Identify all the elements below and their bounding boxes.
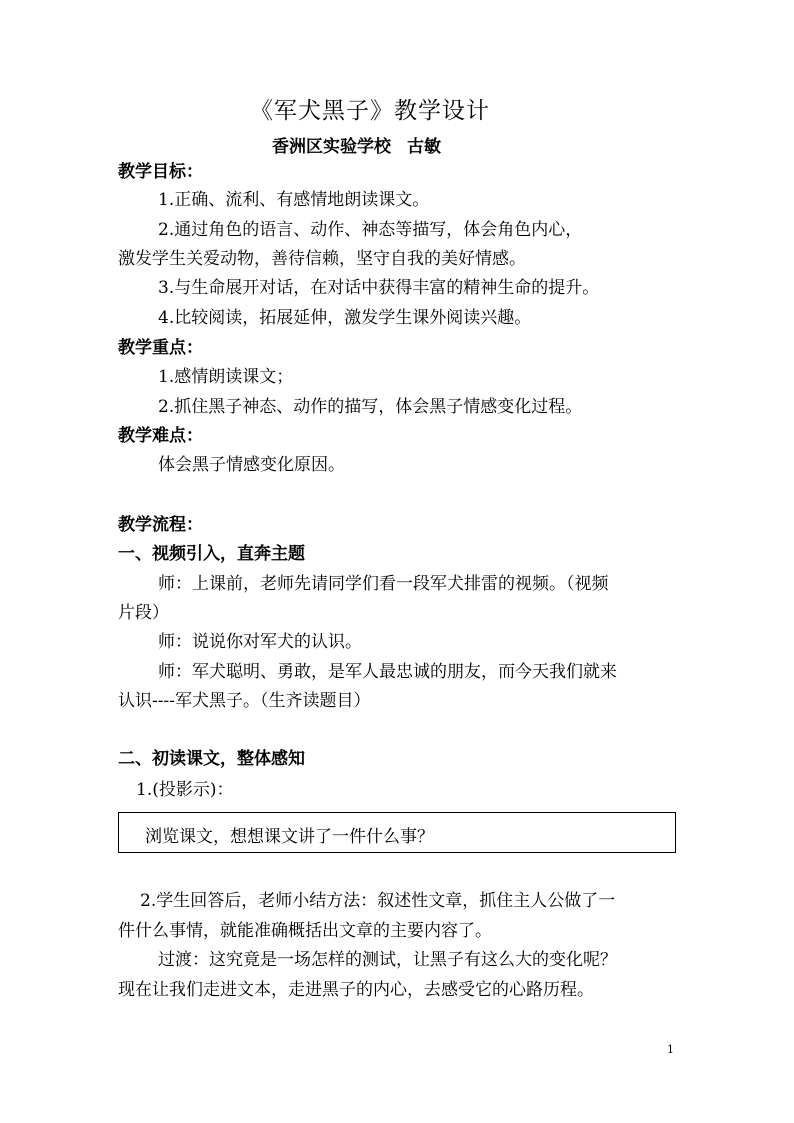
section2-line: 2.学生回答后，老师小结方法：叙述性文章，抓住主人公做了一 — [140, 891, 616, 911]
process-heading: 教学流程： — [118, 515, 203, 535]
section2-item1: 1.(投影示)： — [136, 780, 234, 800]
section1-line: 认识----军犬黑子。（生齐读题目） — [118, 691, 371, 711]
document-title: 《军犬黑子》教学设计 — [250, 98, 490, 124]
section2-line: 过渡：这究竟是一场怎样的测试，让黑子有这么大的变化呢？ — [158, 950, 617, 970]
difficulty-line: 体会黑子情感变化原因。 — [158, 455, 345, 475]
objective-line: 4.比较阅读，拓展延伸，激发学生课外阅读兴趣。 — [158, 308, 532, 328]
section1-line: 师：上课前，老师先请同学们看一段军犬排雷的视频。（视频 — [158, 574, 609, 594]
key-points-heading: 教学重点： — [118, 338, 203, 358]
difficulty-heading: 教学难点： — [118, 426, 203, 446]
key-point-line: 1.感情朗读课文； — [158, 367, 294, 387]
school-name: 香洲区实验学校 — [272, 137, 391, 157]
document-subtitle — [272, 132, 441, 157]
section2-line: 现在让我们走进文本，走进黑子的内心，去感受它的心路历程。 — [118, 980, 594, 1000]
section2-line: 件什么事情，就能准确概括出文章的主要内容了。 — [118, 921, 492, 941]
objective-line: 3.与生命展开对话，在对话中获得丰富的精神生命的提升。 — [158, 278, 600, 298]
section1-line: 师：军犬聪明、勇敢，是军人最忠诚的朋友，而今天我们就来 — [158, 662, 617, 682]
projection-box — [118, 812, 676, 853]
objective-line: 2.通过角色的语言、动作、神态等描写，体会角色内心， — [158, 220, 583, 240]
projection-box-text: 浏览课文，想想课文讲了一件什么事？ — [145, 827, 434, 847]
page-number: 1 — [667, 1043, 674, 1056]
objective-line: 激发学生关爱动物，善待信赖，坚守自我的美好情感。 — [118, 249, 526, 269]
section1-line: 片段） — [118, 603, 169, 623]
section1-heading: 一、视频引入，直奔主题 — [118, 544, 305, 564]
key-point-line: 2.抓住黑子神态、动作的描写，体会黑子情感变化过程。 — [158, 397, 583, 417]
section1-line: 师：说说你对军犬的认识。 — [158, 632, 362, 652]
objective-line: 1.正确、流利、有感情地朗读课文。 — [158, 190, 430, 210]
author-name: 古敏 — [407, 137, 441, 157]
objectives-heading: 教学目标： — [118, 162, 203, 182]
section2-heading: 二、初读课文，整体感知 — [118, 749, 305, 769]
